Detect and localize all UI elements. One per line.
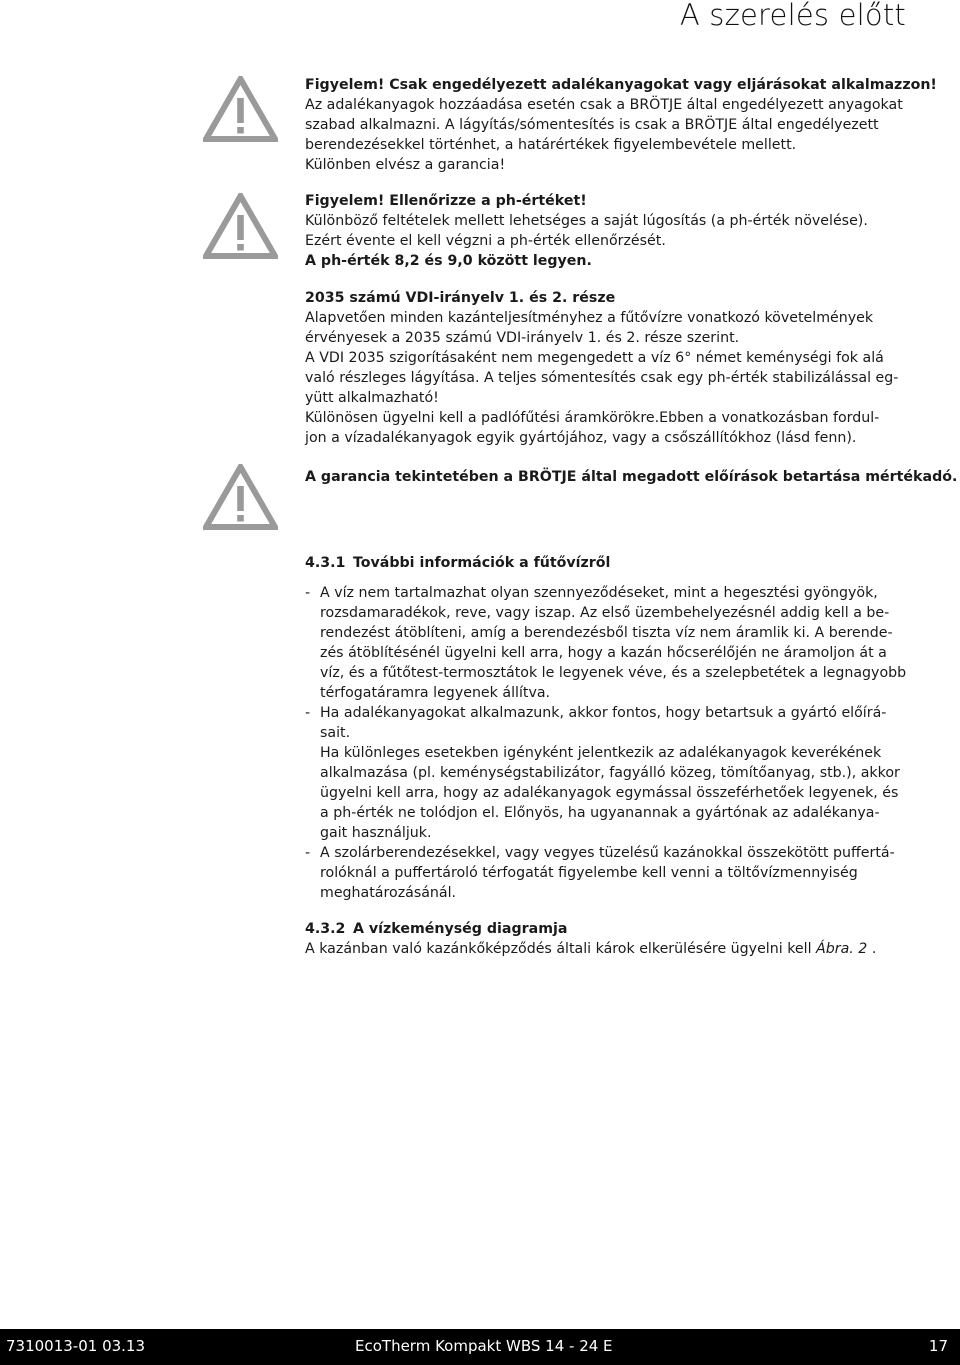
vdi-line: yütt alkalmazható!	[305, 390, 439, 406]
warning-title: Figyelem! Ellenőrizze a ph-értéket!	[305, 193, 587, 209]
list-line: Ha adalékanyagokat alkalmazunk, akkor fontos, hogy betartsuk a gyártó előírá-	[320, 705, 887, 721]
list-line: sait.	[320, 725, 351, 741]
warning-triangle-icon	[203, 464, 278, 531]
section-text-tail: .	[867, 941, 877, 957]
section-title: A vízkeménység diagramja	[353, 921, 568, 937]
list-line: Ha különleges esetekben igényként jelentkezik az adalékanyagok keverékének	[320, 745, 882, 761]
list-line: a ph-érték ne tolódjon el. Előnyös, ha ugyanannak a gyártónak az adalékanya-	[320, 805, 880, 821]
footer-product-name: EcoTherm Kompakt WBS 14 - 24 E	[355, 1337, 613, 1355]
footer-doc-number: 7310013-01 03.13	[6, 1337, 146, 1355]
section-text	[305, 939, 915, 959]
warning-title: A garancia tekintetében a BRÖTJE által megadott előírások betartása mértékadó.	[305, 469, 958, 485]
page-title: A szerelés előtt	[679, 0, 906, 32]
warning-line: berendezésekkel történhet, a határértékek figyelembevétele mellett.	[305, 137, 797, 153]
list-line: rolóknál a puffertároló térfogatát figyelembe kell venni a töltővízmennyiség	[320, 865, 858, 881]
section-heading	[305, 553, 915, 573]
list-line: A szolárberendezésekkel, vagy vegyes tüzelésű kazánokkal összekötött puffertá-	[320, 845, 895, 861]
list-dash: -	[305, 705, 311, 721]
warning-line: szabad alkalmazni. A lágyítás/sómentesítés is csak a BRÖTJE által engedélyezett	[305, 117, 879, 133]
vdi-line: érvényesek a 2035 számú VDI-irányelv 1. és 2. része szerint.	[305, 330, 740, 346]
vdi-title: 2035 számú VDI-irányelv 1. és 2. része	[305, 290, 616, 306]
warning-additives	[305, 75, 937, 175]
footer-bar	[0, 1329, 960, 1365]
section-text-body: A kazánban való kazánkőképződés általi károk elkerülésére ügyelni kell	[305, 941, 817, 957]
list-line: rozsdamaradékok, reve, vagy iszap. Az első üzembehelyezésnél addig kell a be-	[320, 605, 890, 621]
list-line: gait használjuk.	[320, 825, 432, 841]
vdi-line: jon a vízadalékanyagok egyik gyártójához, vagy a csőszállítókhoz (lásd fenn).	[305, 430, 857, 446]
list-item	[305, 583, 915, 703]
warning-ph	[305, 191, 915, 271]
vdi-line: A VDI 2035 szigorításaként nem megengedett a víz 6° német keménységi fok alá	[305, 350, 884, 366]
warning-line: Az adalékanyagok hozzáadása esetén csak a BRÖTJE által engedélyezett anyagokat	[305, 97, 903, 113]
section-4-3-1	[305, 553, 915, 903]
warning-line: Ezért évente el kell végzni a ph-érték ellenőrzését.	[305, 233, 666, 249]
section-4-3-2	[305, 919, 915, 959]
list-line: meghatározásánál.	[320, 885, 457, 901]
list-item	[305, 703, 915, 843]
list-line: rendezést átöblíteni, amíg a berendezésből tiszta víz nem áramlik ki. A berende-	[320, 625, 893, 641]
list-line: térfogatáramra legyenek állítva.	[320, 685, 551, 701]
warning-line: Különben elvész a garancia!	[305, 157, 506, 173]
list-line: alkalmazása (pl. keménységstabilizátor, fagyálló közeg, tömítőanyag, stb.), akkor	[320, 765, 900, 781]
warning-bold-line: A ph-érték 8,2 és 9,0 között legyen.	[305, 253, 592, 269]
warning-triangle-icon	[203, 193, 278, 260]
list-line: A víz nem tartalmazhat olyan szennyeződéseket, mint a hegesztési gyöngyök,	[320, 585, 878, 601]
list-dash: -	[305, 585, 311, 601]
section-title: További információk a fűtővízről	[353, 555, 611, 571]
figure-reference-link[interactable]: Ábra. 2	[816, 941, 868, 957]
list-line: víz, és a fűtőtest-termosztátok le legyenek véve, és a szelepbetétek a legnagyobb	[320, 665, 907, 681]
list-line: ügyelni kell arra, hogy az adalékanyagok egymással összeférhetőek legyenek, és	[320, 785, 899, 801]
list-dash: -	[305, 845, 311, 861]
vdi-line: Különösen ügyelni kell a padlófűtési áramkörökre.Ebben a vonatkozásban fordul-	[305, 410, 880, 426]
list-item	[305, 843, 915, 903]
vdi-directive	[305, 288, 915, 448]
warning-line: Különböző feltételek mellett lehetséges a saját lúgosítás (a ph-érték növelése).	[305, 213, 868, 229]
vdi-line: való részleges lágyítása. A teljes sómentesítés csak egy ph-érték stabilizálással eg-	[305, 370, 899, 386]
vdi-line: Alapvetően minden kazánteljesítményhez a fűtővízre vonatkozó követelmények	[305, 310, 874, 326]
footer-page-number: 17	[928, 1337, 948, 1355]
warning-triangle-icon	[203, 76, 278, 143]
warning-guarantee	[305, 467, 958, 487]
section-heading	[305, 919, 915, 939]
list-line: zés átöblítésénél ügyelni kell arra, hogy a kazán hőcserélőjén ne áramoljon át a	[320, 645, 887, 661]
section-number: 4.3.1	[305, 555, 346, 571]
section-number: 4.3.2	[305, 921, 346, 937]
warning-title: Figyelem! Csak engedélyezett adalékanyagokat vagy eljárásokat alkalmazzon!	[305, 77, 937, 93]
